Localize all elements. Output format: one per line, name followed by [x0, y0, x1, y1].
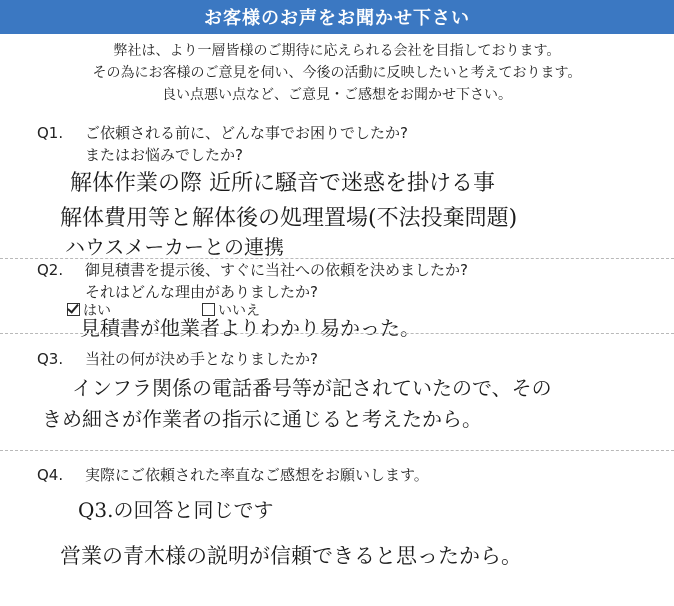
intro-line-2: その為にお客様のご意見を伺い、今後の活動に反映したいと考えております。: [92, 65, 582, 81]
page-header: [0, 0, 674, 34]
question-4: [37, 464, 429, 486]
answer-1-line-1: 解体作業の際 近所に騒音で迷惑を掛ける事: [70, 171, 495, 196]
question-1-number: Q1.: [37, 124, 64, 142]
choice-no-label: いいえ: [218, 303, 260, 319]
question-1-line-2: またはお悩みでしたか?: [85, 146, 243, 164]
intro-line-1: 弊社は、より一層皆様のご期待に応えられる会社を目指しております。: [113, 43, 561, 59]
page-title: お客様のお声をお聞かせ下さい: [204, 8, 470, 29]
question-2-line-2: それはどんな理由がありましたか?: [85, 283, 318, 301]
answer-4-line-2: 営業の青木様の説明が信頼できると思ったから。: [60, 544, 522, 568]
intro-text: [0, 40, 674, 106]
intro-line-3: 良い点悪い点など、ご意見・ご感想をお聞かせ下さい。: [162, 87, 512, 103]
question-3: [37, 348, 318, 370]
question-4-number: Q4.: [37, 466, 64, 484]
question-2: [37, 259, 468, 303]
question-1-line-1: ご依頼される前に、どんな事でお困りでしたか?: [85, 124, 408, 142]
question-4-line-1: 実際にご依頼された率直なご感想をお願いします。: [85, 466, 429, 484]
section-divider: [0, 450, 674, 451]
answer-2: 見積書が他業者よりわかり易かった。: [80, 316, 420, 340]
section-divider: [0, 333, 674, 334]
answer-1-line-2: 解体費用等と解体後の処理置場(不法投棄問題): [60, 206, 518, 231]
question-2-number: Q2.: [37, 261, 64, 279]
question-2-line-1: 御見積書を提示後、すぐに当社への依頼を決めましたか?: [85, 261, 468, 279]
answer-3-line-2: きめ細さが作業者の指示に通じると考えたから。: [42, 407, 482, 431]
answer-4-line-1: Q3.の回答と同じです: [78, 498, 274, 522]
answer-1-line-3: ハウスメーカーとの連携: [65, 235, 284, 259]
question-3-number: Q3.: [37, 350, 64, 368]
answer-3-line-1: インフラ関係の電話番号等が記されていたので、その: [72, 376, 552, 400]
question-1: [37, 122, 408, 166]
checkbox-checked-icon[interactable]: [67, 303, 80, 316]
question-3-line-1: 当社の何が決め手となりましたか?: [85, 350, 318, 368]
choice-yes-label: はい: [83, 303, 111, 319]
